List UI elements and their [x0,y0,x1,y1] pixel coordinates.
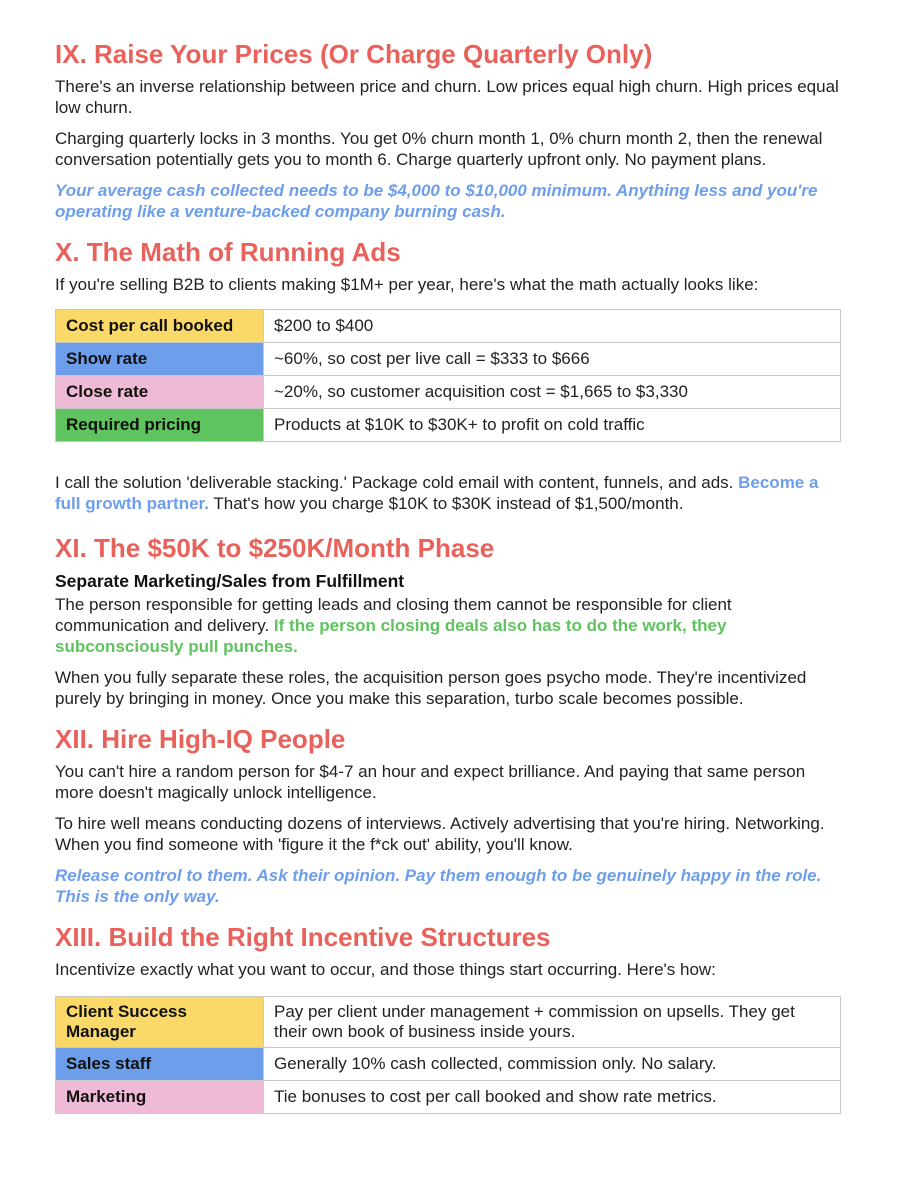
section-10-heading: X. The Math of Running Ads [55,237,401,267]
section-9-callout: Your average cash collected needs to be $4,000 to $10,000 minimum. Anything less and you're operating like a venture-backed company burning cash. [55,181,818,221]
table-row [56,1048,841,1081]
section-10-deliverable-stacking [55,472,845,514]
pull-punches-highlight: If the person closing deals also has to do the work, they subconsciously pull punches. [55,616,727,656]
separation-text: The person responsible for getting leads and closing them cannot be responsible for client communication and delivery. [55,595,732,635]
section-10-intro: If you're selling B2B to clients making $1M+ per year, here's what the math actually looks like: [55,275,759,294]
row-label-client-success-manager: Client Success Manager [56,997,264,1048]
section-9-paragraph-2: Charging quarterly locks in 3 months. You get 0% churn month 1, 0% churn month 2, then the renewal conversation potentially gets you to month 6. Charge quarterly upfront only. No payment plans. [55,129,823,169]
row-label-marketing: Marketing [56,1081,264,1114]
section-12-heading: XII. Hire High-IQ People [55,724,346,754]
row-value-close-rate: ~20%, so customer acquisition cost = $1,665 to $3,330 [264,376,841,409]
table-row [56,310,841,343]
row-value-client-success-manager: Pay per client under management + commission on upsells. They get their own book of business inside yours. [264,997,841,1048]
growth-partner-highlight: Become a full growth partner. [55,473,819,513]
row-label-required-pricing: Required pricing [56,409,264,442]
document-page [55,38,845,1114]
row-label-show-rate: Show rate [56,343,264,376]
section-12-paragraph-2: To hire well means conducting dozens of interviews. Actively advertising that you're hiring. Networking. When you find someone with 'figure it the f*ck out' ability, you'll know. [55,814,825,854]
section-11-paragraph-1 [55,594,845,657]
table-row [56,343,841,376]
section-11-paragraph-2: When you fully separate these roles, the acquisition person goes psycho mode. They're incentivized purely by bringing in money. Once you make this separation, turbo scale becomes possible. [55,668,807,708]
row-label-cost-per-call: Cost per call booked [56,310,264,343]
section-11-subheading: Separate Marketing/Sales from Fulfillment [55,571,405,591]
section-11-heading: XI. The $50K to $250K/Month Phase [55,533,495,563]
section-13-heading: XIII. Build the Right Incentive Structures [55,922,551,952]
section-9-paragraph-1: There's an inverse relationship between price and churn. Low prices equal high churn. High prices equal low churn. [55,77,839,117]
deliverable-stacking-text: I call the solution 'deliverable stacking.' Package cold email with content, funnels, and ads. [55,473,734,492]
incentive-structures-table [55,996,841,1114]
table-row [56,997,841,1048]
table-row [56,409,841,442]
section-9-heading: IX. Raise Your Prices (Or Charge Quarterly Only) [55,39,653,69]
deliverable-stacking-text-end: That's how you charge $10K to $30K instead of $1,500/month. [213,494,684,513]
row-value-sales-staff: Generally 10% cash collected, commission only. No salary. [264,1048,841,1081]
table-row [56,1081,841,1114]
row-value-required-pricing: Products at $10K to $30K+ to profit on cold traffic [264,409,841,442]
table-row [56,376,841,409]
section-13-intro: Incentivize exactly what you want to occur, and those things start occurring. Here's how: [55,960,716,979]
row-label-sales-staff: Sales staff [56,1048,264,1081]
ads-math-table [55,309,841,442]
row-value-show-rate: ~60%, so cost per live call = $333 to $666 [264,343,841,376]
row-value-marketing: Tie bonuses to cost per call booked and show rate metrics. [264,1081,841,1114]
section-12-paragraph-1: You can't hire a random person for $4-7 an hour and expect brilliance. And paying that same person more doesn't magically unlock intelligence. [55,762,806,802]
section-12-callout: Release control to them. Ask their opinion. Pay them enough to be genuinely happy in the role. This is the only way. [55,866,822,906]
row-value-cost-per-call: $200 to $400 [264,310,841,343]
row-label-close-rate: Close rate [56,376,264,409]
